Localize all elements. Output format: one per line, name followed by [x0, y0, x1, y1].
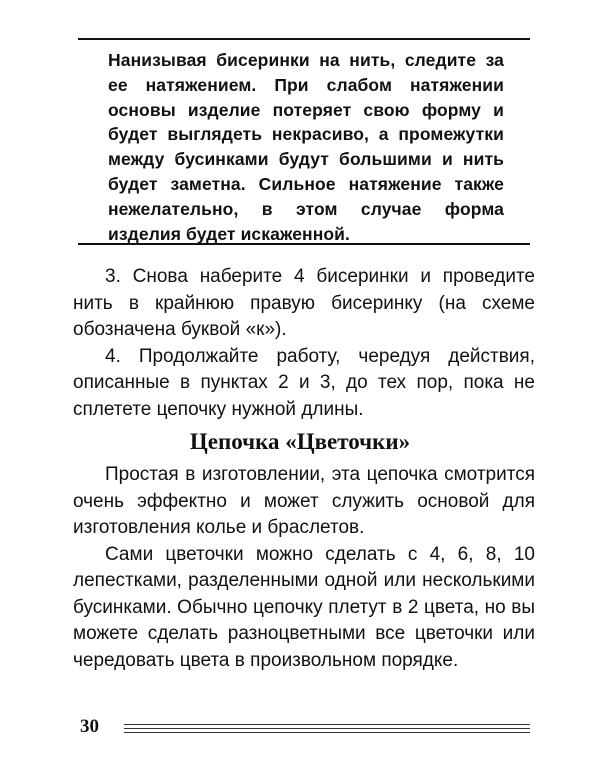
note-bottom-rule	[78, 243, 530, 245]
section-paragraph: Простая в изготовлении, эта цепочка смотрится очень эффектно и может служить основой для изготовления колье и браслетов.	[73, 464, 535, 538]
note-box	[108, 48, 504, 246]
note-top-rule	[78, 38, 530, 40]
note-text: Нанизывая бисеринки на нить, следите за ее натяжением. При слабом натяжении основы изделие потеряет свою форму и будет выглядеть некрасиво, а промежутки между бусинками будут большими и нить будет заметна. Сильное натяжение также нежелательно, в этом случае форма изделия будет искаженной.	[108, 50, 504, 244]
footer-rule	[124, 724, 530, 736]
step-3: 3. Снова наберите 4 бисеринки и проведите нить в крайнюю правую бисеринку (на схеме обозначена буквой «к»).	[73, 266, 535, 340]
section-body	[73, 462, 535, 674]
steps-block	[73, 264, 535, 423]
page-number: 30	[80, 716, 99, 737]
section-paragraph: Сами цветочки можно сделать с 4, 6, 8, 10 лепестками, разделенными одной или несколькими бусинками. Обычно цепочку плетут в 2 цвета, но вы можете сделать разноцветными все цветочки или чередовать цвета в произвольном порядке.	[73, 543, 535, 671]
section-heading: Цепочка «Цветочки»	[189, 429, 411, 454]
step-4: 4. Продолжайте работу, чередуя действия, описанные в пунктах 2 и 3, до тех пор, пока не сплетете цепочку нужной длины.	[73, 345, 535, 420]
